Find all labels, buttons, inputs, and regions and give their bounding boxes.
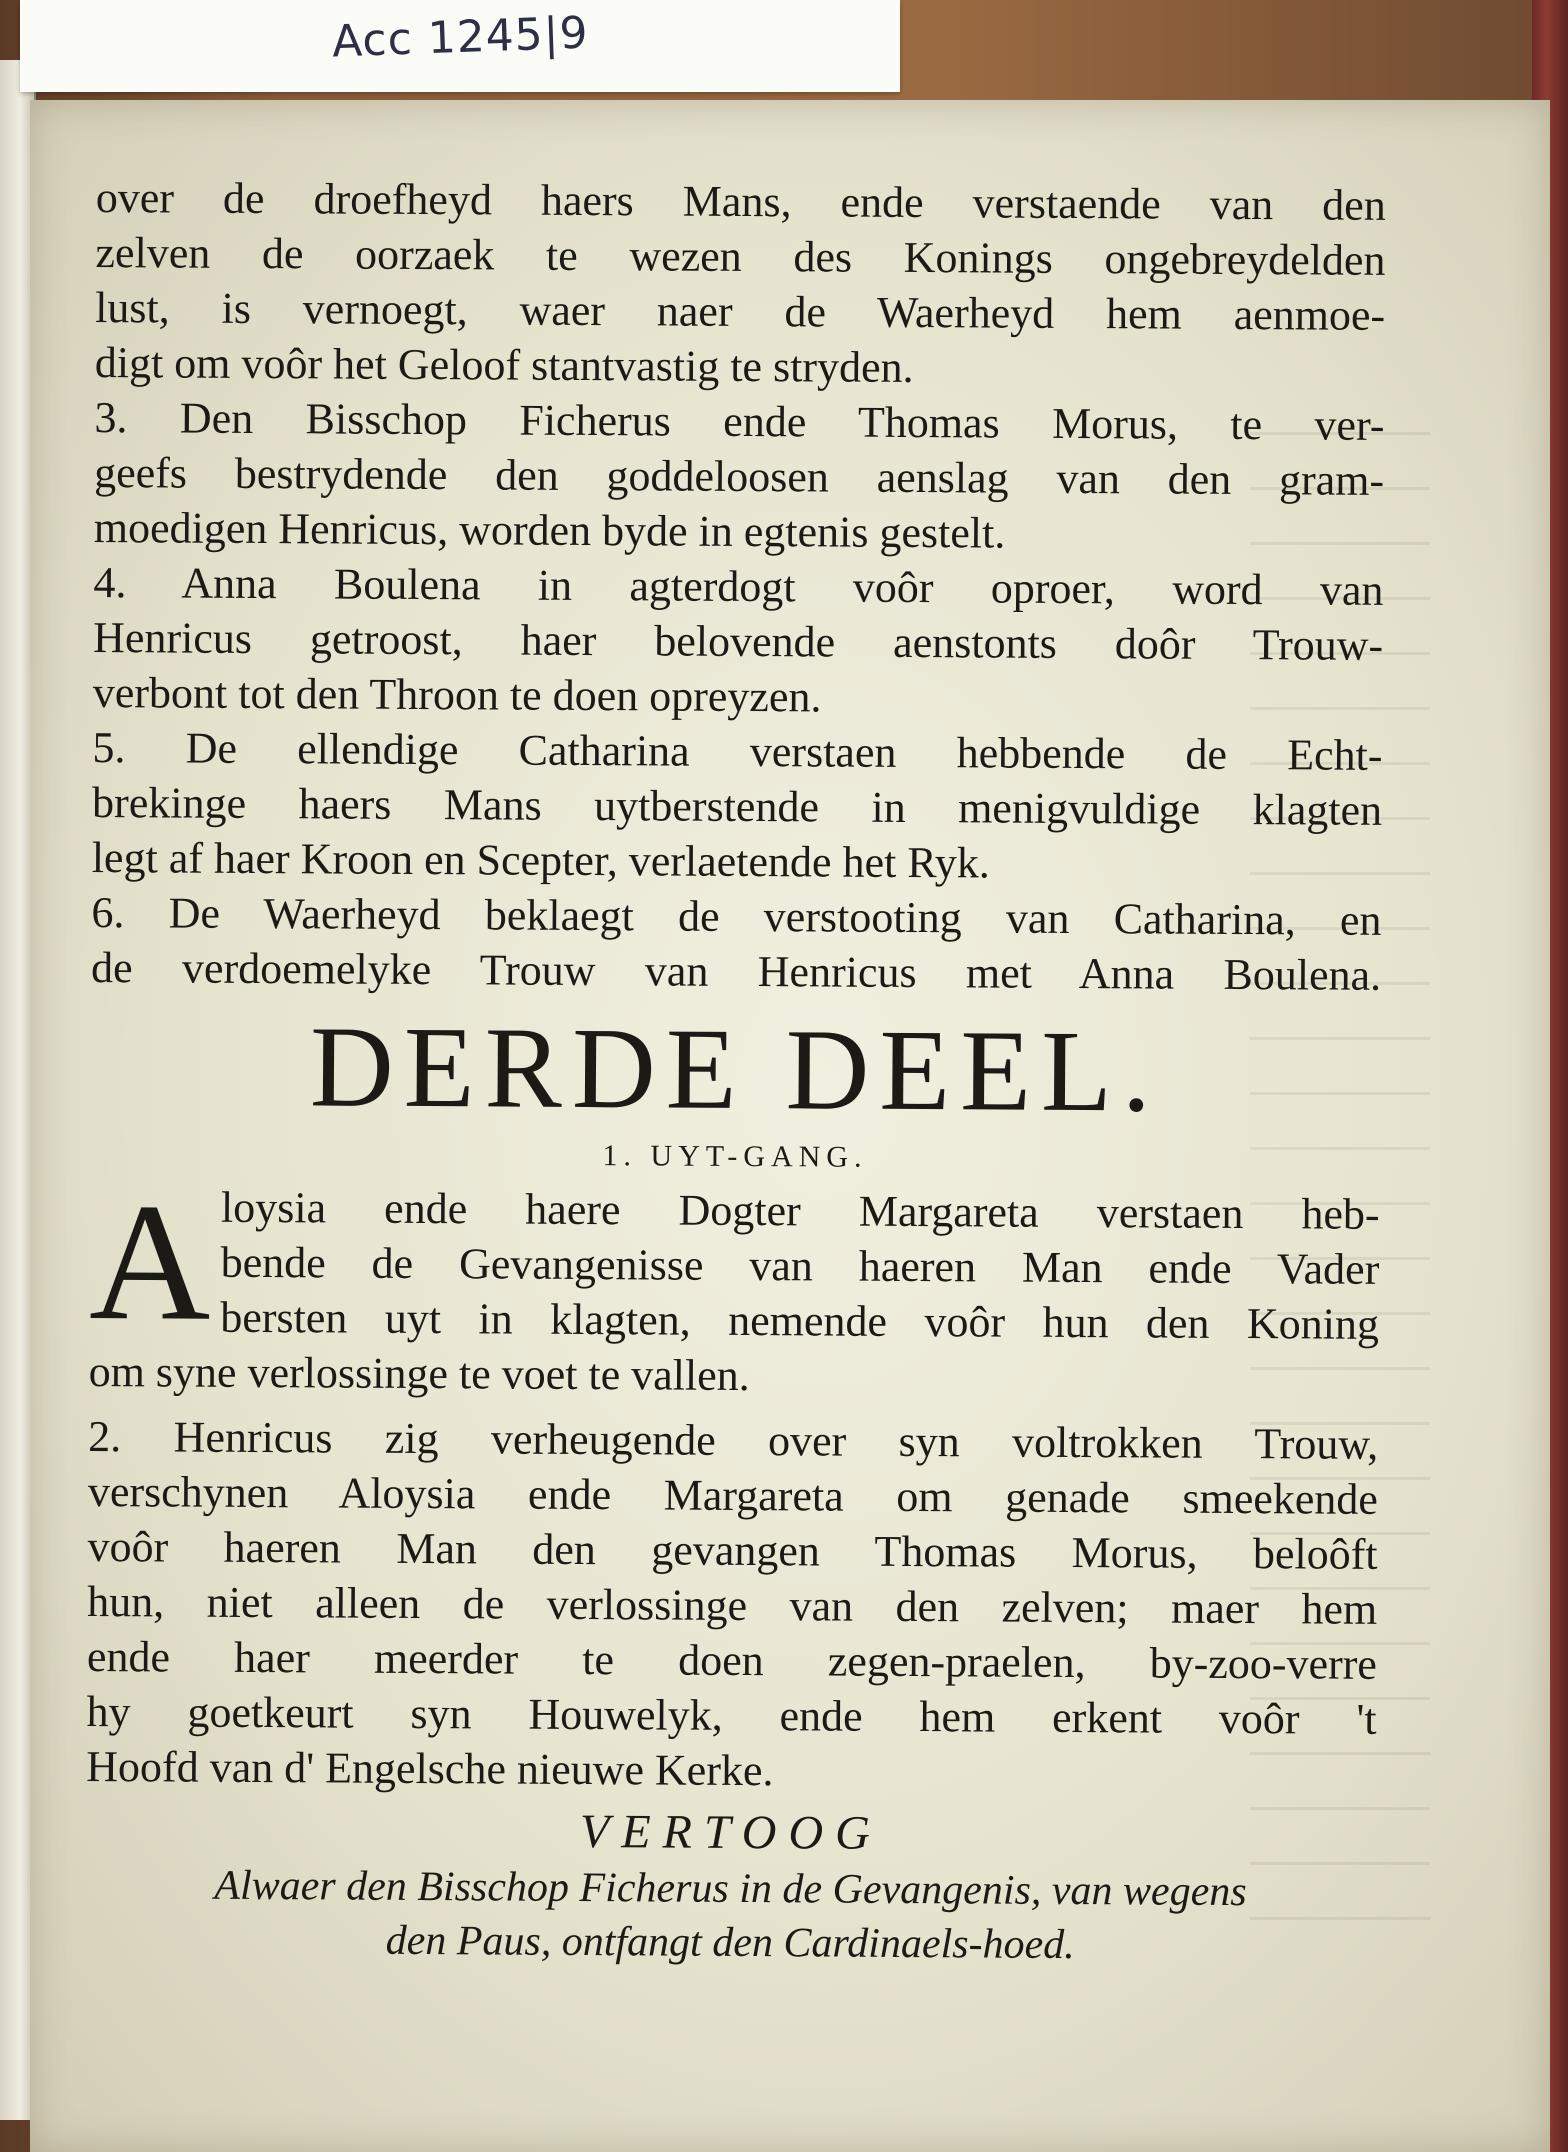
second-paragraph (86, 1409, 1378, 1802)
vertoog-title: VERTOOG (579, 1804, 882, 1860)
caption-line: Alwaer den Bisschop Ficherus in de Gevangenis, van wegens (214, 1862, 1247, 1916)
text-line: Henricus getroost, haer belovende aenstonts doôr Trouw- (92, 612, 1384, 670)
text-line: verbont tot den Throon te doen opreyzen. (92, 667, 822, 722)
text-line: bende de Gevangenisse van haeren Man ende Vader (220, 1237, 1380, 1294)
text-line: lust, is vernoegt, waer naer de Waerheyd hem aenmoe- (95, 282, 1386, 340)
text-line: voôr haeren Man den gevangen Thomas Morus, beloôft (87, 1521, 1378, 1579)
section-subheading: 1. UYT-GANG. (602, 1139, 868, 1174)
text-line: zelven de oorzaek te wezen des Konings ongebreydelden (95, 227, 1386, 285)
text-line: geefs bestrydende den goddeloosen aenslag van den gram- (94, 447, 1385, 505)
caption-line: den Paus, ontfangt den Cardinaels-hoed. (385, 1917, 1075, 1969)
item-6 (91, 885, 1382, 1003)
section-heading: DERDE DEEL. (309, 1003, 1162, 1137)
text-line: 2. Henricus zig verheugende over syn voltrokken Trouw, (88, 1411, 1379, 1469)
text-line: verschynen Aloysia ende Margareta om genade smeekende (87, 1466, 1379, 1524)
text-line: loysia ende haere Dogter Margareta verstaen heb- (220, 1182, 1380, 1239)
text-line: om syne verlossinge te voet te vallen. (88, 1346, 750, 1401)
book-page (30, 100, 1550, 2152)
text-line: brekinge haers Mans uytberstende in menigvuldige klagten (91, 777, 1383, 835)
text-line: hun, niet alleen de verlossinge van den zelven; maer hem (87, 1576, 1378, 1634)
item-3 (94, 390, 1385, 563)
text-line: ende haer meerder te doen zegen-praelen, by-zoo-verre (86, 1631, 1378, 1689)
text-line: moedigen Henricus, worden byde in egtenis gestelt. (93, 502, 1006, 558)
text-line: de verdoemelyke Trouw van Henricus met Anna Boulena. (90, 942, 1382, 1000)
text-line: 6. De Waerheyd beklaegt de verstooting van Catharina, en (91, 887, 1382, 945)
accession-label (20, 0, 900, 92)
text-line: legt af haer Kroon en Scepter, verlaetende het Ryk. (91, 832, 991, 888)
text-line: over de droefheyd haers Mans, ende verstaende van den (95, 172, 1386, 230)
item-5 (92, 720, 1383, 893)
item-4 (93, 555, 1384, 728)
page-text (85, 170, 1386, 1974)
text-line: bersten uyt in klagten, nemende voôr hun den Koning (220, 1292, 1380, 1349)
drop-cap: A (88, 1168, 212, 1356)
first-paragraph (88, 1168, 1380, 1407)
text-line: 4. Anna Boulena in agterdogt voôr oproer, word van (93, 557, 1384, 615)
text-line: 5. De ellendige Catharina verstaen hebbende de Echt- (92, 722, 1383, 780)
intro-paragraph (95, 170, 1386, 398)
text-line: hy goetkeurt syn Houwelyk, ende hem erkent voôr 't (86, 1686, 1377, 1744)
accession-number: Acc 1245|9 (331, 7, 590, 68)
text-line: 3. Den Bisschop Ficherus ende Thomas Morus, te ver- (94, 392, 1385, 450)
text-line: Hoofd van d' Engelsche nieuwe Kerke. (86, 1741, 774, 1796)
text-line: digt om voôr het Geloof stantvastig te stryden. (94, 337, 914, 392)
